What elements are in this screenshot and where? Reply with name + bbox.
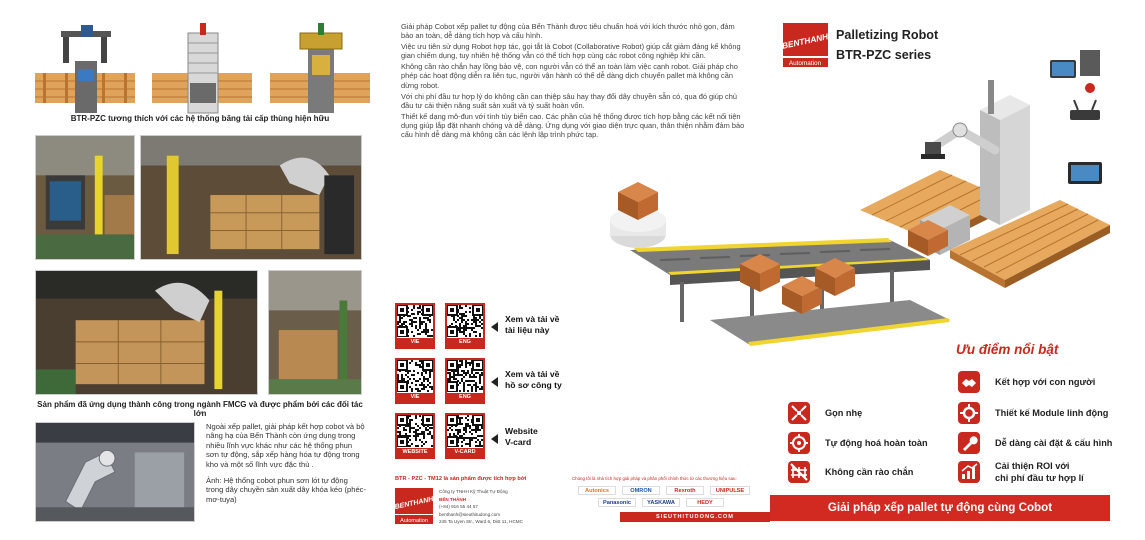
partner-logo: OMRON — [622, 486, 660, 495]
factory-photo-1 — [35, 135, 135, 260]
conveyor-lift-illustration — [152, 23, 252, 123]
partner-logo: Autonics — [578, 486, 616, 495]
palletizing-cell-illustration — [590, 50, 1110, 370]
compress-arrows-icon — [788, 402, 810, 424]
product-title: Palletizing Robot — [836, 28, 939, 42]
qr-code-vie[interactable] — [395, 358, 435, 404]
factory-photo-3 — [35, 270, 258, 395]
contact-heading: BTR - PZC - TM12 là sản phẩm được tích hợp bởi — [395, 476, 527, 482]
advantages-title: Ưu điểm nổi bật — [956, 342, 1059, 357]
feature-label: Cải thiện ROI với — [995, 461, 1070, 471]
intro-paragraph: Việc ưu tiên sử dụng Robot hợp tác, gọi tắt là Cobot (Collaborative Robot) giúp cắt giảm đáng kể không gian chiếm dụng, tuy nhiên hệ thống vẫn có thể tích hợp cùng các robot công nghiệp khi cần. — [401, 42, 741, 61]
feature-easy-setup — [958, 432, 1113, 458]
handshake-icon — [958, 371, 980, 393]
qr-label-line: V-card — [505, 437, 532, 447]
qr-row-profile — [395, 358, 490, 402]
address: 245 Ta Uyen Str., Ward 6, Dist 11, HCMC — [439, 519, 523, 525]
qr-code-vie[interactable] — [395, 303, 435, 349]
logo-subtitle: Automation — [788, 60, 822, 67]
solution-banner — [770, 495, 1110, 521]
company-line: Công ty TNHH Kỹ Thuật Tự Động — [439, 489, 508, 494]
phone[interactable]: (+84) 916 55 44 57 — [439, 504, 478, 510]
feature-human-collab — [958, 371, 1108, 397]
other-applications-text: Ngoài xếp pallet, giải pháp kết hợp cobot và bộ nâng hạ của Bến Thành còn ứng dụng trong nhiều lĩnh vực khác như các hệ thống phun sơn tự động, sắp xếp hàng hóa tự động trong kho và một số lĩnh vực đặc thù . — [206, 422, 365, 469]
feature-full-automation — [788, 432, 938, 458]
feature-roi — [958, 461, 1108, 491]
logo-subtitle: Automation — [400, 518, 428, 524]
qr-label-line: Xem và tải về — [505, 314, 560, 324]
intro-paragraph: Thiết kế dạng mô-đun với tính tùy biến cao. Các phần của hệ thống được tích hợp bằng các kết nối tiện dụng giúp lắp đặt nhanh chóng và dễ dàng. Ứng dụng với giao diện trực quan, thân thiện nhằm đảm bảo cấu hình dễ dàng mà không cần các lệnh lập trình phức tạp. — [401, 111, 745, 140]
compatibility-caption: BTR-PZC tương thích với các hệ thống băng tải cấp thùng hiện hữu — [70, 114, 330, 123]
pointer-icon — [491, 322, 498, 332]
feature-label: chi phí đầu tư hợp lí — [995, 473, 1084, 483]
intro-paragraph: Không cần rào chắn hay lồng bảo vệ, con người vẫn có thể an toàn làm việc cạnh robot. Giải pháp cho phép các hoạt động diễn ra liên tục, người vận hành có thể dễ dàng dịch chuyển pallet mà không cần dừng robot. — [401, 62, 738, 90]
qr-label-website — [505, 426, 538, 448]
qr-tag: ENG — [447, 338, 483, 347]
qr-tag: V-CARD — [447, 448, 483, 457]
qr-row-website — [395, 413, 490, 457]
auto-gear-icon — [788, 432, 810, 454]
product-series: BTR-PZC series — [836, 48, 932, 62]
contact-lines — [439, 488, 564, 526]
fmcg-caption: Sản phẩm đã ứng dụng thành công trong ngành FMCG và được phẩm bởi các đối tác lớn — [37, 400, 363, 418]
qr-label-line: tài liệu này — [505, 325, 550, 335]
intro-paragraph: Với chi phí đầu tư hợp lý do không cần can thiệp sâu hay thay đổi dây chuyền sẵn có, qua đó giúp chủ đầu tư cải thiện năng suất sản xuất và tỷ suất hoàn vốn. — [401, 91, 737, 110]
qr-code-vcard[interactable] — [445, 413, 485, 459]
qr-tag: ENG — [447, 393, 483, 402]
qr-tag: VIE — [397, 338, 433, 347]
company-name: BẾN THÀNH — [439, 496, 467, 502]
qr-code-eng[interactable] — [445, 303, 485, 349]
no-fence-icon — [788, 461, 810, 483]
photo-caption-spray: Ảnh: Hệ thống cobot phun sơn lót tự động trong dây chuyền sản xuất dây khóa kéo (phéc-mơ-tuya) — [206, 476, 366, 504]
gear-module-icon — [958, 402, 980, 424]
palletizer-illustration — [35, 23, 135, 123]
qr-label-document — [505, 314, 559, 336]
wrench-icon — [958, 432, 980, 454]
contact-block — [395, 476, 560, 526]
intro-paragraph: Giải pháp Cobot xếp pallet tự động của Bến Thành được tiêu chuẩn hoá với kích thước nhỏ gọn, đảm bảo an toàn, dễ dàng tích hợp và cấu hình. — [401, 22, 735, 41]
qr-code-eng[interactable] — [445, 358, 485, 404]
feature-label: Kết hợp với con người — [995, 377, 1096, 387]
feature-label: Dễ dàng cài đặt & cấu hình — [995, 438, 1113, 448]
feature-label: Tự động hoá hoàn toàn — [825, 438, 928, 448]
feature-label: Thiết kế Module linh động — [995, 408, 1109, 418]
email[interactable]: benthanh@sieuthitudong.com — [439, 511, 501, 517]
gantry-illustration — [270, 23, 370, 123]
qr-label-line: Website — [505, 426, 538, 436]
qr-code-website[interactable] — [395, 413, 435, 459]
qr-tag: WEBSITE — [397, 448, 433, 457]
partner-logo: HEDY — [686, 498, 724, 507]
feature-modular — [958, 402, 1108, 428]
factory-photo-2 — [140, 135, 362, 260]
website-bar[interactable]: SIEUTHITUDONG.COM — [620, 512, 770, 522]
partner-logo: Panasonic — [598, 498, 636, 507]
partner-heading: Chúng tôi là nhà tích hợp giải pháp và phân phối chính thức từ các thương hiệu sau: — [572, 476, 737, 481]
qr-tag: VIE — [397, 393, 433, 402]
qr-label-profile — [505, 369, 562, 391]
benthanh-logo-small — [395, 488, 433, 524]
qr-label-line: hồ sơ công ty — [505, 380, 562, 390]
pointer-icon — [491, 434, 498, 444]
feature-label: Gọn nhẹ — [825, 408, 863, 418]
factory-photo-4 — [268, 270, 362, 395]
partner-logo: YASKAWA — [642, 498, 680, 507]
partner-logo: UNIPULSE — [710, 486, 750, 495]
growth-chart-icon — [958, 461, 980, 483]
partner-logo: Rexroth — [666, 486, 704, 495]
pointer-icon — [491, 377, 498, 387]
feature-compact — [788, 402, 938, 428]
compatibility-illustrations — [30, 23, 370, 123]
feature-label: Không cần rào chắn — [825, 467, 914, 477]
banner-text: Giải pháp xếp pallet tự động cùng Cobot — [827, 501, 1053, 514]
qr-label-line: Xem và tải về — [505, 369, 560, 379]
qr-row-document — [395, 303, 490, 347]
logo-wordmark: BENTHANH — [395, 495, 433, 511]
logo-wordmark: BENTHANH — [783, 31, 828, 51]
feature-no-fence — [788, 461, 938, 487]
spray-cobot-photo — [35, 422, 195, 522]
